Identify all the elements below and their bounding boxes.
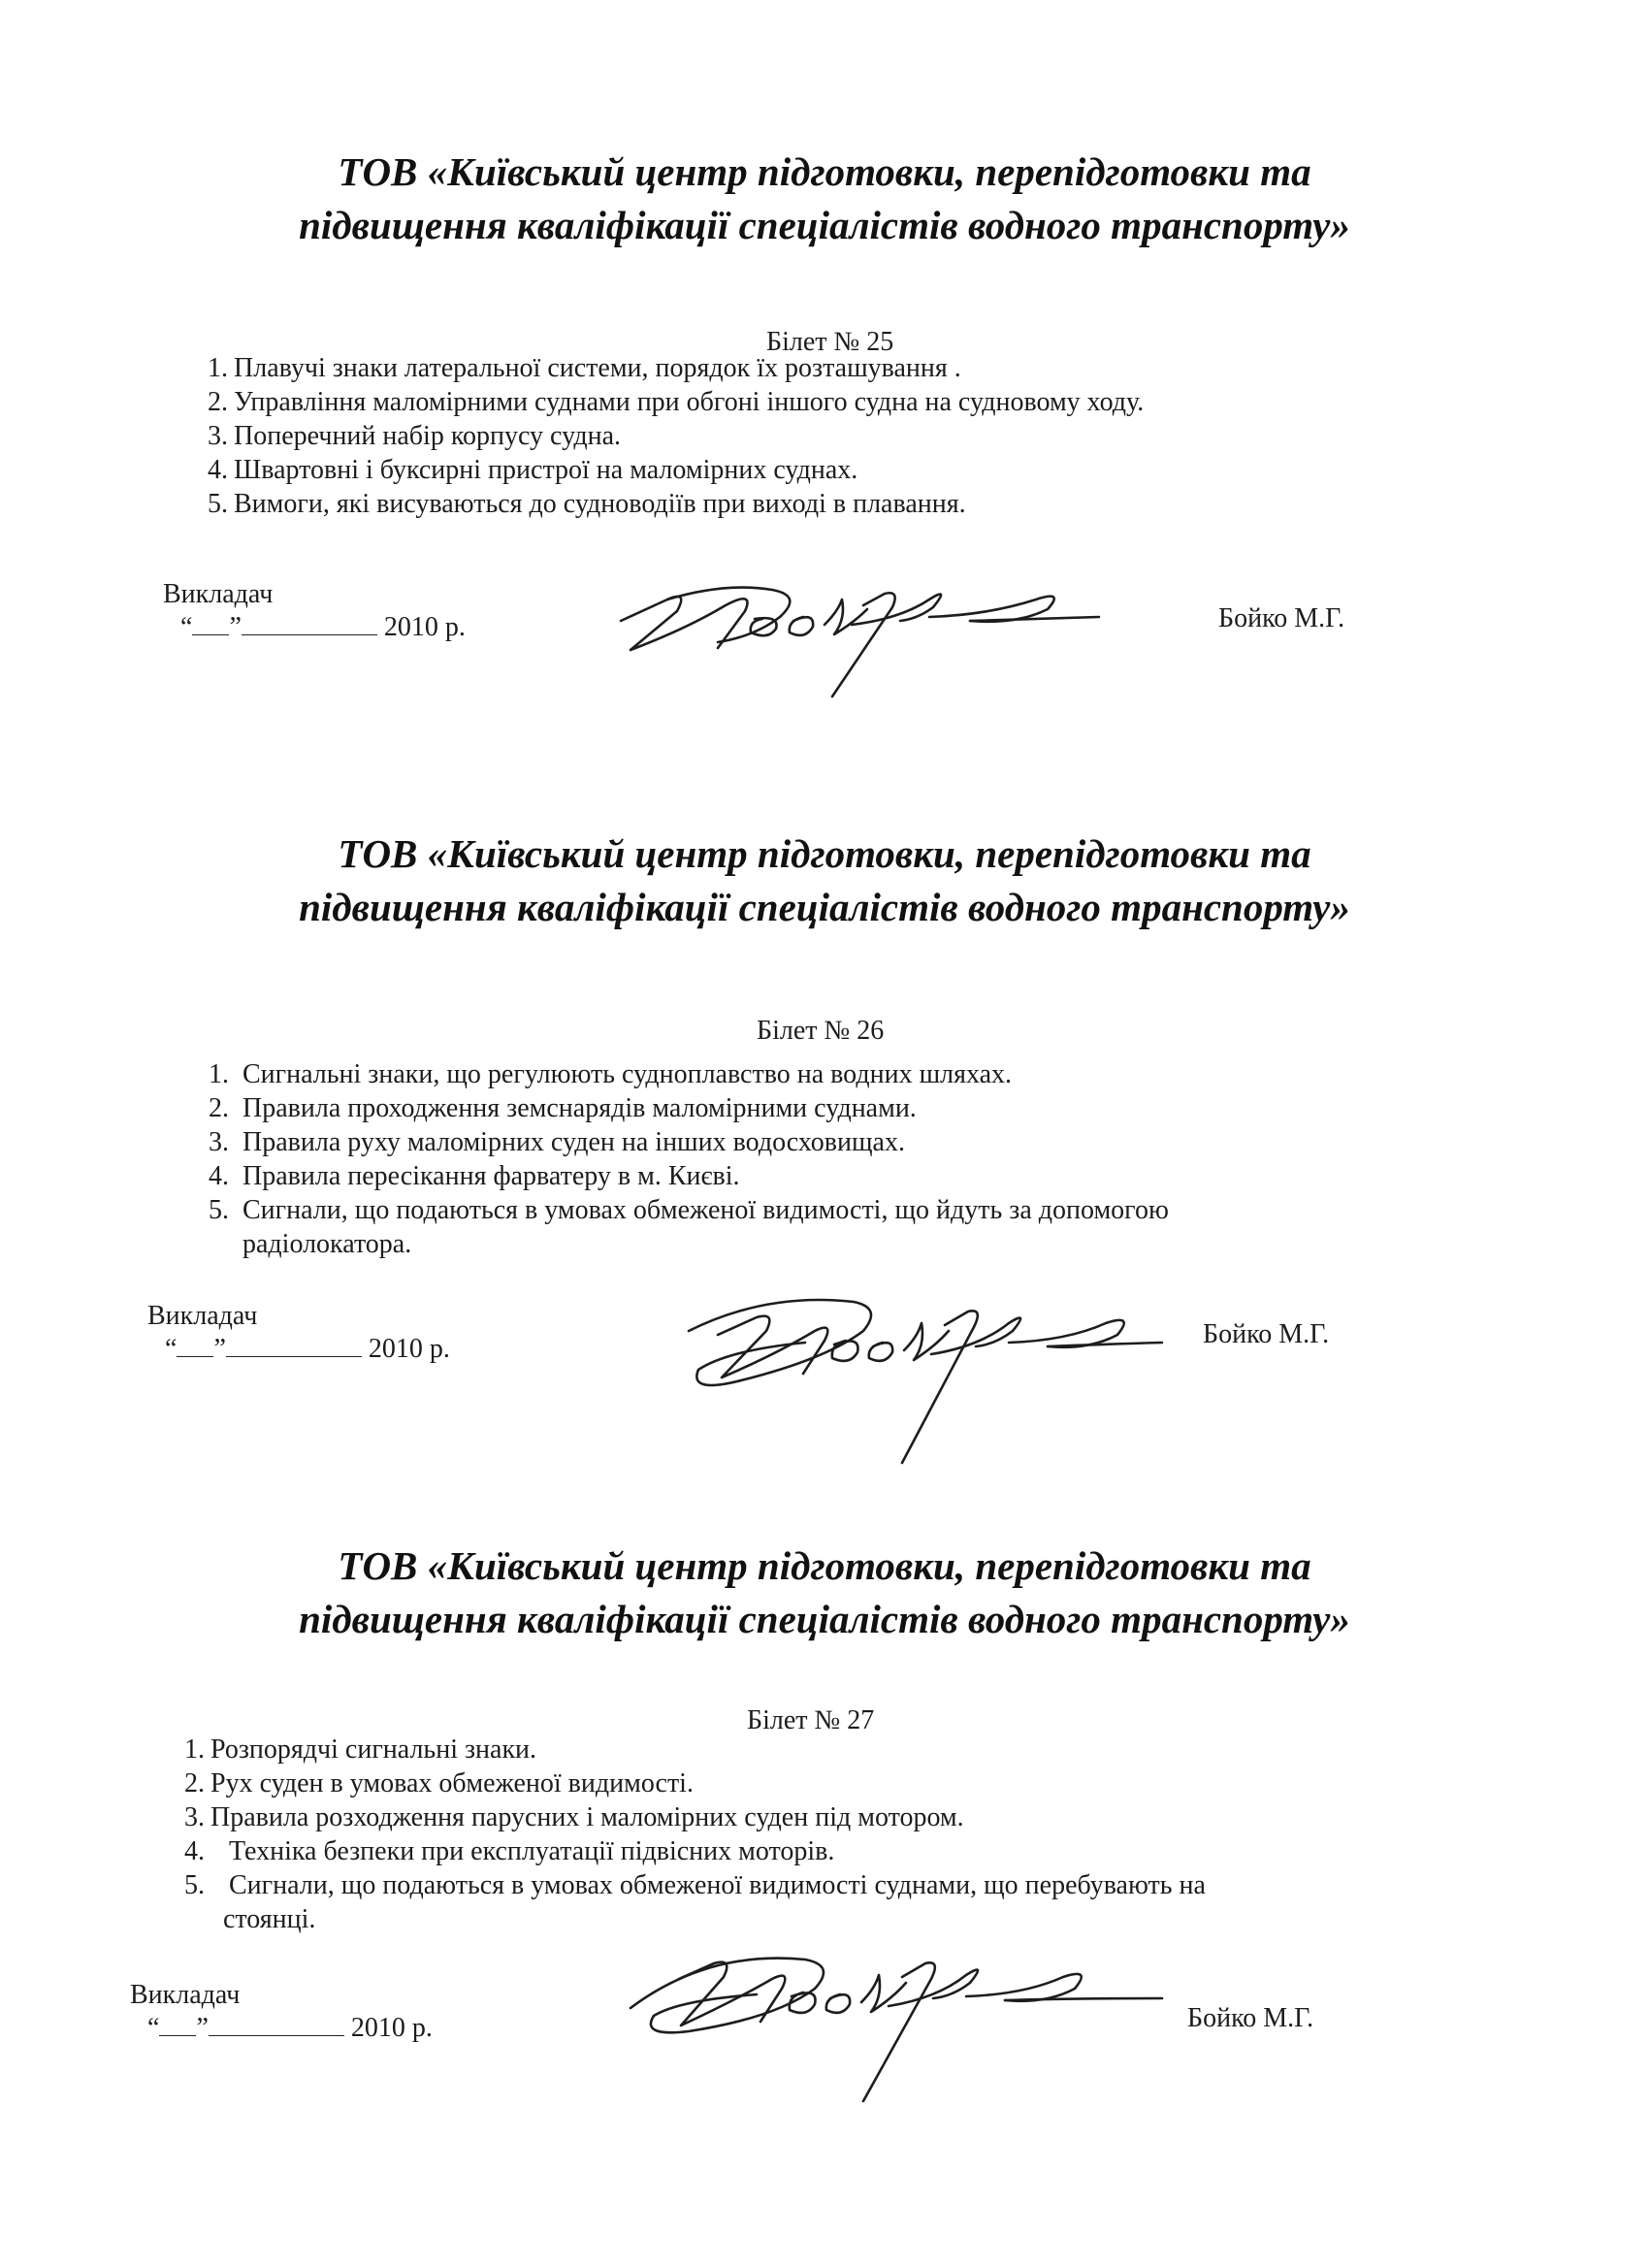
question-item: 4. Швартовні і буксирні пристрої на маломірних суднах. (208, 455, 858, 485)
organization-title: ТОВ «Київський центр підготовки, перепідготовки та підвищення кваліфікації спеціалістів водного транспорту» (299, 1543, 1350, 1641)
signature (679, 1273, 1164, 1467)
teacher-label: Викладач (147, 1301, 258, 1331)
teacher-name: Бойко М.Г. (1218, 603, 1345, 633)
signature (609, 561, 1104, 706)
organization-title: ТОВ «Київський центр підготовки, перепідготовки та підвищення кваліфікації спеціалістів водного транспорту» (299, 831, 1350, 929)
teacher-label: Викладач (163, 579, 274, 609)
question-item: 5. Сигнали, що подаються в умовах обмеженої видимості суднами, що перебувають на стоянці. (184, 1870, 1206, 1934)
question-item: 1. Сигнальні знаки, що регулюють судноплавство на водних шляхах. (209, 1059, 1013, 1089)
question-item: 3. Поперечний набір корпусу судна. (208, 421, 622, 451)
ticket-number: Білет № 25 (766, 327, 894, 357)
question-item: 5. Вимоги, які висуваються до судноводіїв при виході в плавання. (208, 489, 966, 519)
question-item: 3. Правила розходження парусних і маломірних суден під мотором. (184, 1802, 964, 1832)
teacher-block (163, 578, 466, 644)
question-item: 3. Правила руху маломірних суден на інших водосховищах. (209, 1127, 905, 1157)
question-list (184, 1733, 1206, 1936)
teacher-label: Викладач (130, 1980, 241, 2010)
ticket-number: Білет № 26 (757, 1016, 885, 1046)
date-line: “ ” 2010 р. (147, 2013, 433, 2043)
signature (621, 1911, 1164, 2105)
question-item: 1. Плавучі знаки латеральної системи, порядок їх розташування . (208, 353, 961, 383)
date-line: “ ” 2010 р. (180, 612, 466, 642)
question-list (208, 351, 1144, 521)
question-item: 1. Розпорядчі сигнальні знаки. (184, 1734, 537, 1765)
question-item: 4. Правила пересікання фарватеру в м. Києві. (209, 1161, 740, 1191)
teacher-block (130, 1979, 433, 2045)
question-list (184, 1057, 1169, 1261)
date-line: “ ” 2010 р. (165, 1334, 450, 1364)
question-item: 5. Сигнали, що подаються в умовах обмеженої видимості, що йдуть за допомогою радіолокатора. (209, 1195, 1169, 1259)
ticket-number: Білет № 27 (747, 1705, 875, 1735)
question-item: 2. Управління маломірними суднами при обгоні іншого судна на судновому ходу. (208, 387, 1145, 417)
question-item: 2. Правила проходження земснарядів маломірними суднами. (209, 1093, 917, 1123)
teacher-name: Бойко М.Г. (1187, 2003, 1314, 2033)
question-item: 4. Техніка безпеки при експлуатації підвісних моторів. (184, 1836, 835, 1866)
teacher-block (147, 1300, 450, 1366)
teacher-name: Бойко М.Г. (1203, 1319, 1330, 1349)
organization-title: ТОВ «Київський центр підготовки, перепідготовки та підвищення кваліфікації спеціалістів водного транспорту» (299, 149, 1350, 247)
question-item: 2. Рух суден в умовах обмеженої видимості. (184, 1768, 694, 1798)
